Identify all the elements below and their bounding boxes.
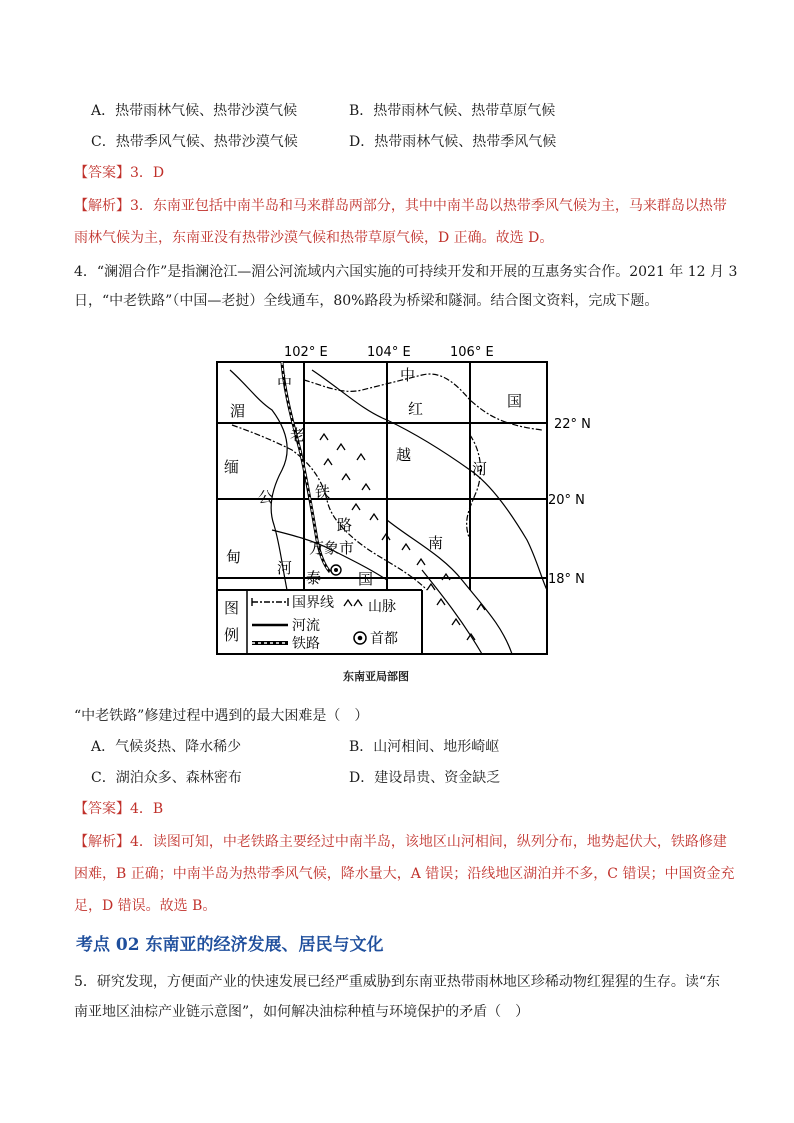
label-nan: 南 <box>428 534 444 552</box>
label-zhong-left: 中 <box>277 374 293 392</box>
lat-label-20: 20° N <box>548 493 585 508</box>
q5-line-2: 南亚地区油棕产业链示意图”，如何解决油棕种植与环境保护的矛盾（ ） <box>74 1004 530 1020</box>
map-caption: 东南亚局部图 <box>343 670 409 683</box>
label-hong: 红 <box>408 400 424 418</box>
label-capital-city: 万象市 <box>309 539 355 557</box>
capital-symbol <box>331 565 341 575</box>
q3-analysis-line-1 <box>74 196 727 216</box>
q3-option-c: C．热带季风气候、热带沙漠气候 <box>91 134 298 150</box>
q4-option-a: A．气候炎热、降水稀少 <box>91 739 242 755</box>
answer-tag: 【答案】 <box>74 165 130 181</box>
label-he-left: 河 <box>277 559 293 577</box>
analysis-text: 3．东南亚包括中南半岛和马来群岛两部分，其中中南半岛以热带季风气候为主，马来群岛以热带 <box>130 198 727 214</box>
label-tie: 铁 <box>315 483 331 501</box>
lat-label-22: 22° N <box>554 417 591 432</box>
label-mian: 缅 <box>224 458 240 476</box>
legend-border-label: 国界线 <box>292 595 334 611</box>
lon-label-102: 102° E <box>284 345 328 360</box>
label-lao: 老 <box>290 426 306 444</box>
q4-intro-line-2: 日，“中老铁路”（中国—老挝）全线通车，80%路段为桥梁和隧洞。结合图文资料，完成下题。 <box>74 293 659 309</box>
q4-option-d: D．建设昂贵、资金缺乏 <box>349 770 501 786</box>
label-he-right: 河 <box>472 460 488 478</box>
q5-line-1: 5．研究发现，方便面产业的快速发展已经严重威胁到东南亚热带雨林地区珍稀动物红猩猩的生存。读“东 <box>74 974 721 990</box>
legend-railway-label: 铁路 <box>292 636 320 652</box>
q3-option-a: A．热带雨林气候、热带沙漠气候 <box>91 103 298 119</box>
legend-title-1: 图 <box>224 599 240 617</box>
label-guo-top: 国 <box>507 392 523 410</box>
q4-option-b: B．山河相间、地形崎岖 <box>349 739 500 755</box>
answer-text: 3．D <box>130 165 165 181</box>
q4-analysis-line-3: 足，D 错误。故选 B。 <box>74 898 217 914</box>
q3-answer <box>74 163 164 183</box>
label-mei: 湄 <box>230 402 246 420</box>
q3-option-b: B．热带雨林气候、热带草原气候 <box>349 103 556 119</box>
q4-option-c: C．湖泊众多、森林密布 <box>91 770 242 786</box>
label-tai: 泰 <box>306 569 322 587</box>
q3-option-d: D．热带雨林气候、热带季风气候 <box>349 134 557 150</box>
legend-capital-symbol <box>354 632 366 644</box>
legend-capital-label: 首都 <box>370 631 398 647</box>
analysis-tag: 【解析】 <box>74 198 130 214</box>
q4-intro-line-1: 4．“澜湄合作”是指澜沧江—湄公河流域内六国实施的可持续开发和开展的互惠务实合作。2021 年 12 月 3 <box>74 264 738 280</box>
q4-question: “中老铁路”修建过程中遇到的最大困难是（ ） <box>74 708 369 724</box>
lat-label-18: 18° N <box>548 572 585 587</box>
legend-mountain-label: 山脉 <box>368 599 396 615</box>
q3-analysis-line-2: 雨林气候为主，东南亚没有热带沙漠气候和热带草原气候，D 正确。故选 D。 <box>74 230 554 246</box>
legend-river-label: 河流 <box>292 618 320 634</box>
lon-label-106: 106° E <box>450 345 494 360</box>
southeast-asia-map <box>212 340 591 660</box>
label-lu: 路 <box>337 516 353 534</box>
legend-title-2: 例 <box>224 626 240 644</box>
label-zhong-top: 中 <box>400 366 416 384</box>
answer-text: 4．B <box>130 801 164 817</box>
label-dian: 甸 <box>226 548 242 566</box>
lon-label-104: 104° E <box>367 345 411 360</box>
section-heading: 考点 02 东南亚的经济发展、居民与文化 <box>76 935 384 955</box>
label-gong: 公 <box>258 488 274 506</box>
analysis-text: 4．读图可知，中老铁路主要经过中南半岛，该地区山河相间，纵列分布，地势起伏大，铁路修建 <box>130 834 727 850</box>
q4-analysis-line-2: 困难，B 正确；中南半岛为热带季风气候，降水量大，A 错误；沿线地区湖泊并不多，C 错误；中国资金充 <box>74 866 735 882</box>
q4-answer <box>74 799 163 819</box>
label-yue: 越 <box>396 446 412 464</box>
q4-analysis-line-1 <box>74 832 727 852</box>
analysis-tag: 【解析】 <box>74 834 130 850</box>
answer-tag: 【答案】 <box>74 801 130 817</box>
label-guo-tai: 国 <box>358 570 374 588</box>
